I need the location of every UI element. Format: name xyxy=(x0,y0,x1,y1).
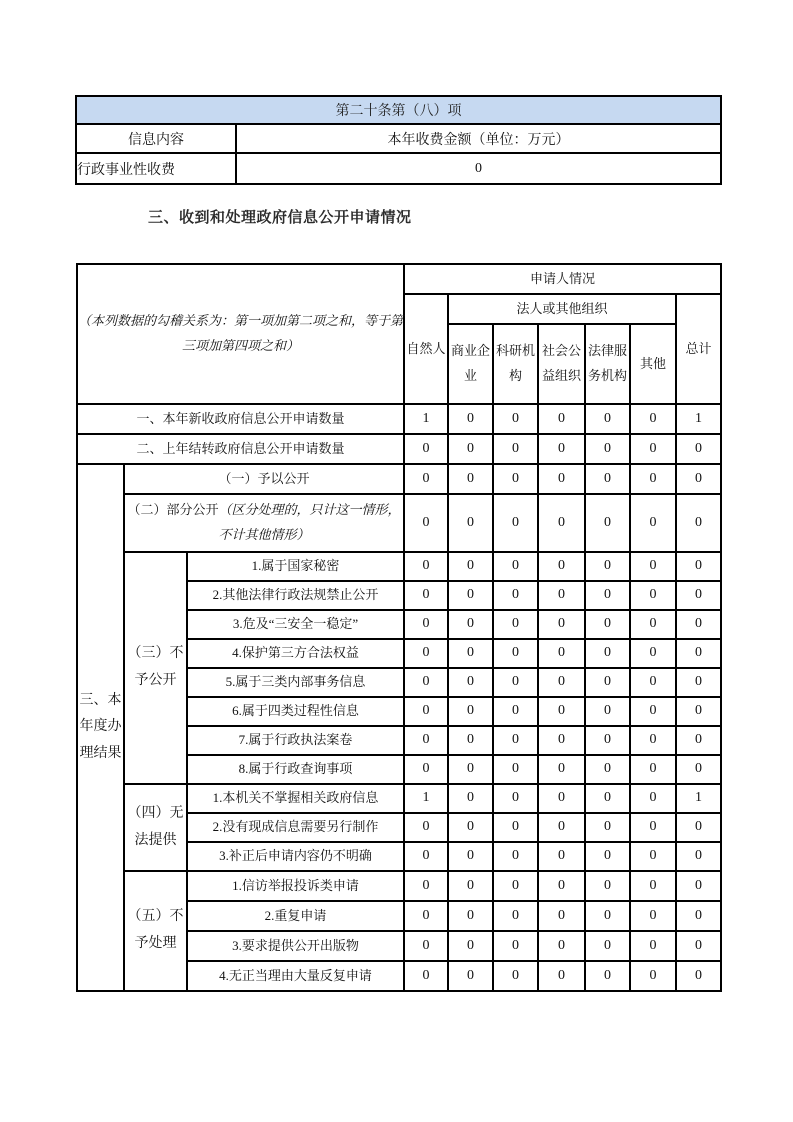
value-cell: 0 xyxy=(448,755,493,784)
value-cell: 0 xyxy=(493,871,538,901)
value-cell: 1 xyxy=(676,784,721,813)
row-label-note: （区分处理的，只计这一情形，不计其他情形） xyxy=(218,502,401,542)
value-cell: 0 xyxy=(448,813,493,842)
value-cell: 0 xyxy=(676,610,721,639)
value-cell: 1 xyxy=(676,404,721,434)
value-cell: 0 xyxy=(630,552,676,581)
row-label: 1.属于国家秘密 xyxy=(187,552,404,581)
value-cell: 0 xyxy=(404,668,448,697)
row-label: 4.无正当理由大量反复申请 xyxy=(187,961,404,991)
table-row xyxy=(76,124,721,153)
value-cell: 0 xyxy=(538,464,585,494)
row-label: 2.重复申请 xyxy=(187,901,404,931)
row-label xyxy=(124,494,404,552)
value-cell: 0 xyxy=(630,931,676,961)
value-cell: 0 xyxy=(538,813,585,842)
table-row xyxy=(77,464,721,494)
value-cell: 0 xyxy=(538,668,585,697)
column-header-social-welfare: 社会公益组织 xyxy=(538,324,585,404)
value-cell: 0 xyxy=(585,668,630,697)
value-cell: 0 xyxy=(404,726,448,755)
value-cell: 0 xyxy=(630,494,676,552)
value-cell: 0 xyxy=(538,726,585,755)
reconciliation-note: （本列数据的勾稽关系为：第一项加第二项之和，等于第三项加第四项之和） xyxy=(77,264,404,404)
value-cell: 0 xyxy=(448,901,493,931)
value-cell: 0 xyxy=(493,464,538,494)
row-label: 3.补正后申请内容仍不明确 xyxy=(187,842,404,871)
value-cell: 0 xyxy=(448,639,493,668)
value-cell: 0 xyxy=(630,434,676,464)
value-cell: 0 xyxy=(538,901,585,931)
value-cell: 1 xyxy=(404,784,448,813)
value-cell: 0 xyxy=(585,464,630,494)
value-cell: 0 xyxy=(676,639,721,668)
row-label: 7.属于行政执法案卷 xyxy=(187,726,404,755)
value-cell: 0 xyxy=(448,871,493,901)
value-cell: 0 xyxy=(538,494,585,552)
value-cell: 0 xyxy=(538,871,585,901)
value-cell: 0 xyxy=(404,931,448,961)
value-cell: 0 xyxy=(676,901,721,931)
value-cell: 本年收费金额（单位：万元） xyxy=(236,124,721,153)
value-cell: 0 xyxy=(630,755,676,784)
value-cell: 0 xyxy=(493,755,538,784)
value-cell: 0 xyxy=(493,813,538,842)
value-cell: 0 xyxy=(585,434,630,464)
column-header-applicant: 申请人情况 xyxy=(404,264,721,294)
table-row xyxy=(77,404,721,434)
table-row xyxy=(77,784,721,813)
fee-table-title: 第二十条第（八）项 xyxy=(76,96,721,124)
row-label: 3.危及“三安全一稳定” xyxy=(187,610,404,639)
fee-table xyxy=(75,95,722,185)
value-cell: 0 xyxy=(585,404,630,434)
value-cell: 0 xyxy=(493,961,538,991)
value-cell: 0 xyxy=(404,755,448,784)
value-cell: 0 xyxy=(676,871,721,901)
value-cell: 0 xyxy=(630,871,676,901)
value-cell: 0 xyxy=(493,697,538,726)
value-cell: 0 xyxy=(538,931,585,961)
table-row xyxy=(77,871,721,901)
value-cell: 0 xyxy=(538,755,585,784)
value-cell: 0 xyxy=(448,494,493,552)
value-cell: 0 xyxy=(493,931,538,961)
value-cell: 0 xyxy=(676,668,721,697)
row-label: 2.没有现成信息需要另行制作 xyxy=(187,813,404,842)
value-cell: 0 xyxy=(493,404,538,434)
column-header-research: 科研机构 xyxy=(493,324,538,404)
value-cell: 0 xyxy=(676,494,721,552)
value-cell: 0 xyxy=(493,726,538,755)
row-label: 行政事业性收费 xyxy=(76,153,236,184)
value-cell: 0 xyxy=(585,961,630,991)
value-cell: 0 xyxy=(585,901,630,931)
value-cell: 0 xyxy=(630,842,676,871)
value-cell: 0 xyxy=(676,552,721,581)
row-label: 二、上年结转政府信息公开申请数量 xyxy=(77,434,404,464)
value-cell: 0 xyxy=(493,610,538,639)
group-label-unable-to-provide: （四）无法提供 xyxy=(124,784,187,871)
table-row xyxy=(77,552,721,581)
value-cell: 0 xyxy=(493,668,538,697)
value-cell: 0 xyxy=(493,581,538,610)
value-cell: 0 xyxy=(630,639,676,668)
row-label: 一、本年新收政府信息公开申请数量 xyxy=(77,404,404,434)
value-cell: 0 xyxy=(630,961,676,991)
value-cell: 0 xyxy=(448,784,493,813)
value-cell: 0 xyxy=(404,610,448,639)
column-header-business: 商业企业 xyxy=(448,324,493,404)
value-cell: 0 xyxy=(676,813,721,842)
value-cell: 0 xyxy=(448,961,493,991)
row-label: 1.信访举报投诉类申请 xyxy=(187,871,404,901)
value-cell: 0 xyxy=(404,871,448,901)
value-cell: 1 xyxy=(404,404,448,434)
value-cell: 0 xyxy=(676,961,721,991)
value-cell: 0 xyxy=(585,581,630,610)
row-label: 3.要求提供公开出版物 xyxy=(187,931,404,961)
value-cell: 0 xyxy=(585,784,630,813)
row-label: 4.保护第三方合法权益 xyxy=(187,639,404,668)
fee-header-row xyxy=(76,96,721,124)
row-label: 信息内容 xyxy=(76,124,236,153)
value-cell: 0 xyxy=(538,581,585,610)
value-cell: 0 xyxy=(676,755,721,784)
value-cell: 0 xyxy=(448,464,493,494)
value-cell: 0 xyxy=(404,961,448,991)
group-label-annual-results: 三、本年度办理结果 xyxy=(77,464,124,991)
value-cell: 0 xyxy=(493,901,538,931)
row-label: 8.属于行政查询事项 xyxy=(187,755,404,784)
value-cell: 0 xyxy=(676,931,721,961)
value-cell: 0 xyxy=(676,842,721,871)
value-cell: 0 xyxy=(538,552,585,581)
table-row xyxy=(76,153,721,184)
table-row xyxy=(77,494,721,552)
value-cell: 0 xyxy=(630,697,676,726)
value-cell: 0 xyxy=(404,464,448,494)
value-cell: 0 xyxy=(585,755,630,784)
value-cell: 0 xyxy=(448,434,493,464)
value-cell: 0 xyxy=(585,871,630,901)
value-cell: 0 xyxy=(538,961,585,991)
value-cell: 0 xyxy=(630,581,676,610)
value-cell: 0 xyxy=(585,813,630,842)
value-cell: 0 xyxy=(630,784,676,813)
value-cell: 0 xyxy=(493,784,538,813)
value-cell: 0 xyxy=(585,639,630,668)
value-cell: 0 xyxy=(538,842,585,871)
value-cell: 0 xyxy=(448,842,493,871)
value-cell: 0 xyxy=(448,552,493,581)
value-cell: 0 xyxy=(676,697,721,726)
table-row xyxy=(77,434,721,464)
value-cell: 0 xyxy=(538,697,585,726)
column-header-natural-person: 自然人 xyxy=(404,294,448,404)
value-cell: 0 xyxy=(493,552,538,581)
value-cell: 0 xyxy=(585,842,630,871)
value-cell: 0 xyxy=(493,494,538,552)
header-row xyxy=(77,264,721,294)
value-cell: 0 xyxy=(630,901,676,931)
column-header-legal-service: 法律服务机构 xyxy=(585,324,630,404)
column-header-legal-org: 法人或其他组织 xyxy=(448,294,676,324)
value-cell: 0 xyxy=(585,610,630,639)
value-cell: 0 xyxy=(585,494,630,552)
row-label: 6.属于四类过程性信息 xyxy=(187,697,404,726)
value-cell: 0 xyxy=(448,581,493,610)
row-label: （一）予以公开 xyxy=(124,464,404,494)
section-heading: 三、收到和处理政府信息公开申请情况 xyxy=(148,208,412,226)
value-cell: 0 xyxy=(538,434,585,464)
value-cell: 0 xyxy=(404,494,448,552)
value-cell: 0 xyxy=(585,726,630,755)
value-cell: 0 xyxy=(448,931,493,961)
value-cell: 0 xyxy=(630,610,676,639)
value-cell: 0 xyxy=(404,581,448,610)
value-cell: 0 xyxy=(236,153,721,184)
value-cell: 0 xyxy=(404,552,448,581)
value-cell: 0 xyxy=(404,697,448,726)
value-cell: 0 xyxy=(448,668,493,697)
value-cell: 0 xyxy=(493,434,538,464)
value-cell: 0 xyxy=(448,726,493,755)
value-cell: 0 xyxy=(538,784,585,813)
column-header-total: 总计 xyxy=(676,294,721,404)
row-label-text: （二）部分公开 xyxy=(127,502,219,518)
value-cell: 0 xyxy=(676,726,721,755)
group-label-not-disclosed: （三）不予公开 xyxy=(124,552,187,784)
value-cell: 0 xyxy=(448,697,493,726)
value-cell: 0 xyxy=(493,842,538,871)
value-cell: 0 xyxy=(630,464,676,494)
value-cell: 0 xyxy=(538,404,585,434)
value-cell: 0 xyxy=(404,842,448,871)
row-label: 5.属于三类内部事务信息 xyxy=(187,668,404,697)
value-cell: 0 xyxy=(676,581,721,610)
value-cell: 0 xyxy=(630,404,676,434)
value-cell: 0 xyxy=(585,697,630,726)
value-cell: 0 xyxy=(585,931,630,961)
value-cell: 0 xyxy=(448,404,493,434)
row-label: 1.本机关不掌握相关政府信息 xyxy=(187,784,404,813)
application-table xyxy=(76,263,722,992)
value-cell: 0 xyxy=(585,552,630,581)
value-cell: 0 xyxy=(538,639,585,668)
value-cell: 0 xyxy=(404,901,448,931)
value-cell: 0 xyxy=(630,668,676,697)
value-cell: 0 xyxy=(630,813,676,842)
value-cell: 0 xyxy=(404,813,448,842)
value-cell: 0 xyxy=(404,639,448,668)
value-cell: 0 xyxy=(676,434,721,464)
value-cell: 0 xyxy=(493,639,538,668)
value-cell: 0 xyxy=(676,464,721,494)
value-cell: 0 xyxy=(538,610,585,639)
value-cell: 0 xyxy=(448,610,493,639)
column-header-other: 其他 xyxy=(630,324,676,404)
row-label: 2.其他法律行政法规禁止公开 xyxy=(187,581,404,610)
value-cell: 0 xyxy=(404,434,448,464)
value-cell: 0 xyxy=(630,726,676,755)
group-label-not-processed: （五）不予处理 xyxy=(124,871,187,991)
